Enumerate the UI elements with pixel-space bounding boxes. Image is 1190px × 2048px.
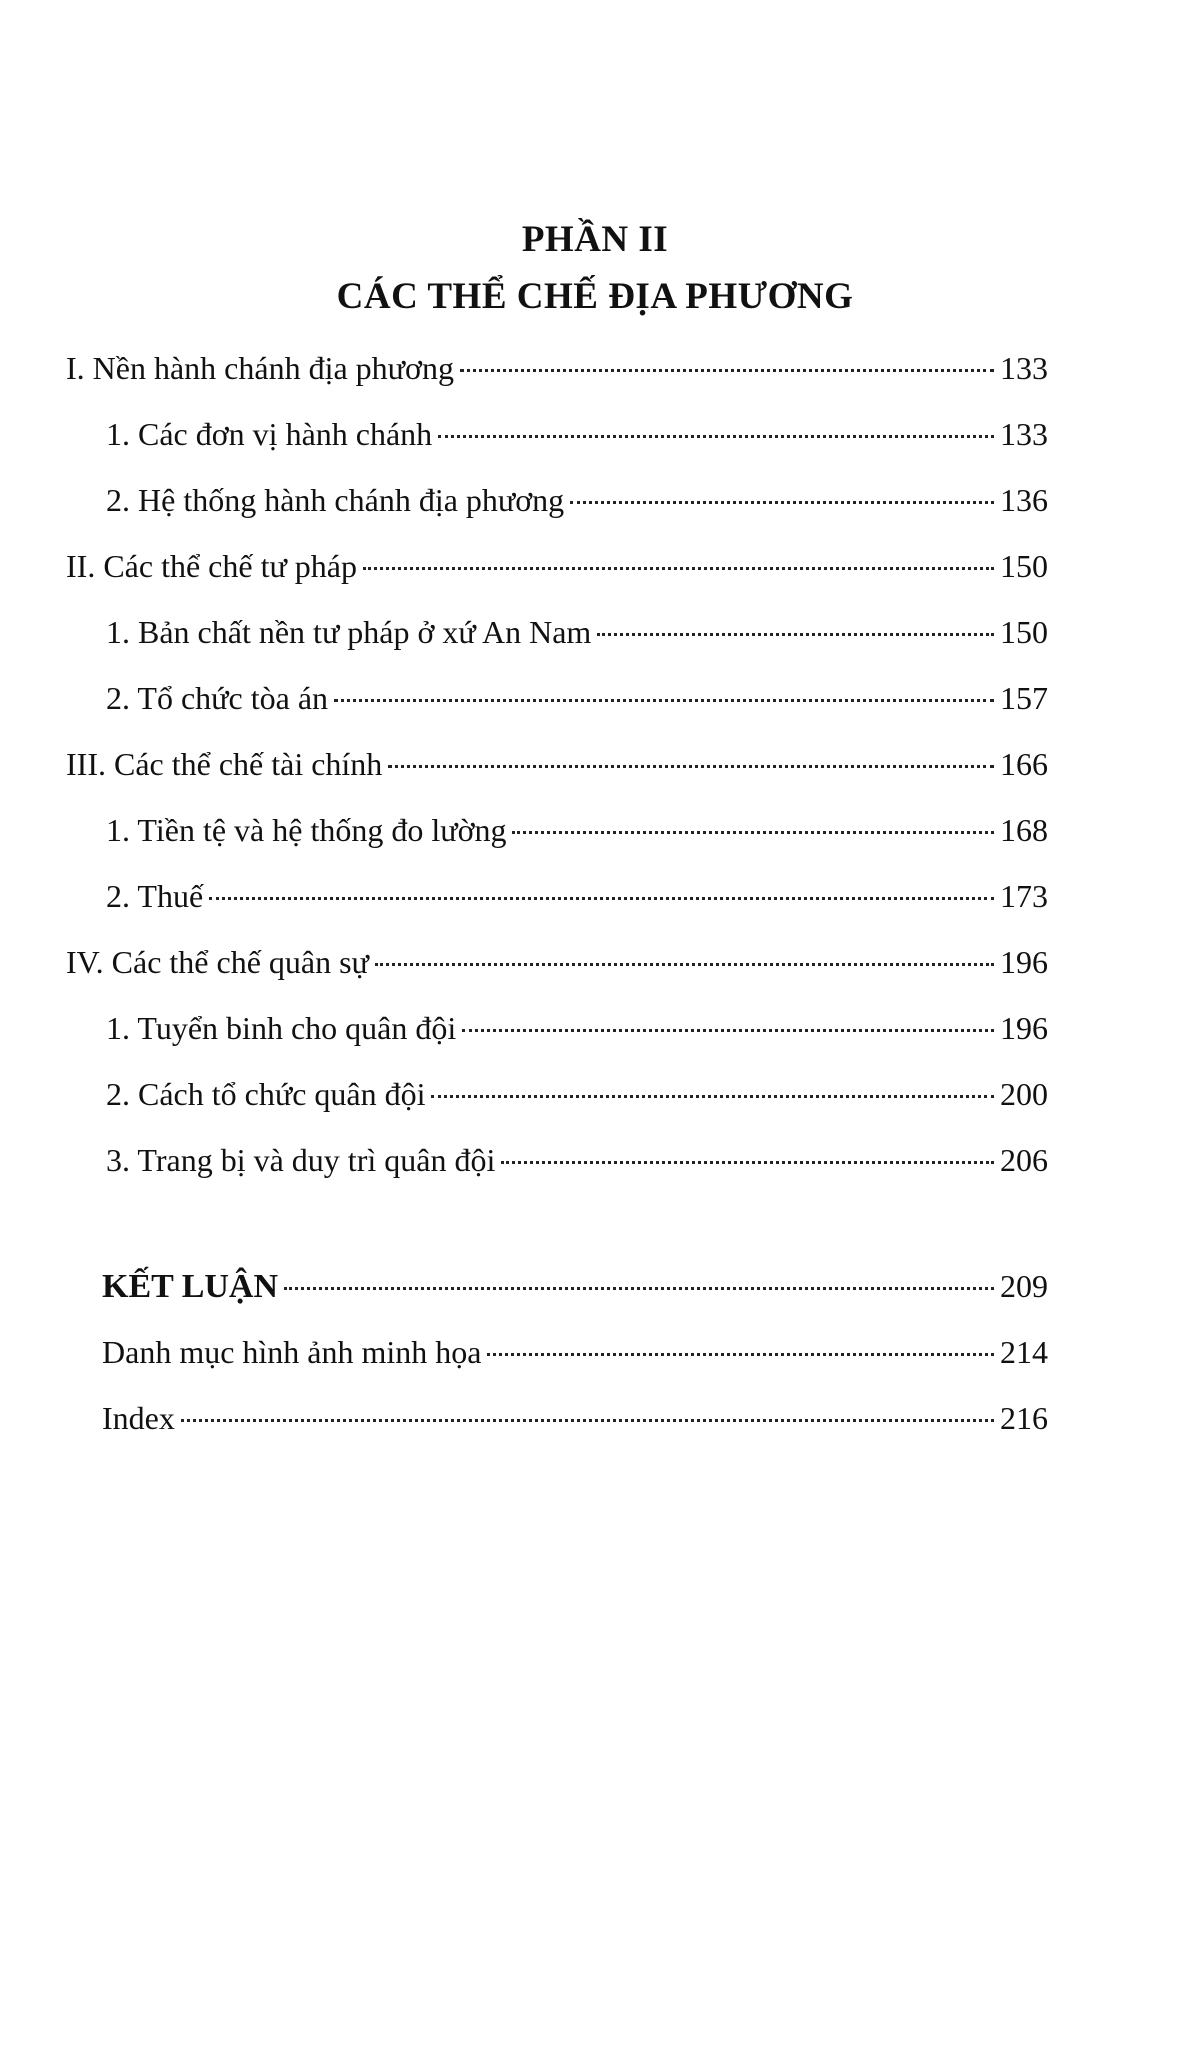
toc-entry-page: 150 [1000, 614, 1048, 650]
toc-entry-page: 216 [1000, 1400, 1048, 1436]
toc-entry-page: 206 [1000, 1142, 1048, 1178]
toc-entry-label: 1. Tiền tệ và hệ thống đo lường [106, 812, 507, 848]
toc-entry-section-1[interactable] [66, 348, 1048, 388]
toc-entry-label: I. Nền hành chánh địa phương [66, 350, 454, 386]
toc-entry-subsection[interactable] [106, 480, 1048, 520]
dot-leader [363, 567, 994, 570]
toc-entry-page: 136 [1000, 482, 1048, 518]
toc-entry-subsection[interactable] [106, 1074, 1048, 1114]
toc-entry-subsection[interactable] [106, 1140, 1048, 1180]
dot-leader [334, 699, 994, 702]
toc-entry-label: III. Các thể chế tài chính [66, 746, 383, 782]
toc-entry-label: 2. Thuế [106, 878, 204, 914]
toc-entry-section-3[interactable] [66, 744, 1048, 784]
dot-leader [570, 501, 994, 504]
dot-leader [388, 765, 994, 768]
toc-entry-section-4[interactable] [66, 942, 1048, 982]
dot-leader [460, 369, 994, 372]
toc-entry-label: Index [102, 1400, 175, 1436]
toc-entry-subsection[interactable] [106, 414, 1048, 454]
toc-entry-illustrations[interactable] [102, 1332, 1048, 1372]
toc-entry-page: 196 [1000, 944, 1048, 980]
dot-leader [284, 1287, 994, 1290]
toc-entry-page: 168 [1000, 812, 1048, 848]
toc-entry-subsection[interactable] [106, 810, 1048, 850]
toc-entry-label: Danh mục hình ảnh minh họa [102, 1334, 482, 1370]
toc-entry-page: 150 [1000, 548, 1048, 584]
toc-entry-label: 2. Hệ thống hành chánh địa phương [106, 482, 565, 518]
toc-entry-page: 157 [1000, 680, 1048, 716]
toc-entry-page: 200 [1000, 1076, 1048, 1112]
dot-leader [487, 1353, 994, 1356]
toc-entry-label: 1. Tuyển binh cho quân đội [106, 1010, 457, 1046]
toc-entry-page: 196 [1000, 1010, 1048, 1046]
toc-entry-label: IV. Các thể chế quân sự [66, 944, 369, 980]
dot-leader [462, 1029, 994, 1032]
toc-entry-label: II. Các thể chế tư pháp [66, 548, 357, 584]
toc-entry-label: KẾT LUẬN [102, 1268, 279, 1305]
dot-leader [209, 897, 994, 900]
dot-leader [597, 633, 994, 636]
part-title: CÁC THỂ CHẾ ĐỊA PHƯƠNG [336, 276, 854, 317]
dot-leader [501, 1161, 994, 1164]
toc-entry-subsection[interactable] [106, 612, 1048, 652]
toc-entry-label: 1. Bản chất nền tư pháp ở xứ An Nam [106, 614, 592, 650]
toc-entry-label: 3. Trang bị và duy trì quân đội [106, 1142, 496, 1178]
toc-entry-page: 166 [1000, 746, 1048, 782]
toc-entry-conclusion[interactable] [102, 1266, 1048, 1306]
toc-entry-page: 209 [1000, 1268, 1048, 1304]
toc-entry-label: 2. Cách tổ chức quân đội [106, 1076, 426, 1112]
dot-leader [438, 435, 994, 438]
toc-entry-subsection[interactable] [106, 678, 1048, 718]
toc-entry-page: 133 [1000, 416, 1048, 452]
toc-entry-section-2[interactable] [66, 546, 1048, 586]
toc-entry-subsection[interactable] [106, 1008, 1048, 1048]
dot-leader [181, 1419, 994, 1422]
part-label: PHẦN II [521, 219, 669, 260]
dot-leader [431, 1095, 994, 1098]
dot-leader [375, 963, 994, 966]
dot-leader [512, 831, 994, 834]
toc-entry-index[interactable] [102, 1398, 1048, 1438]
toc-entry-label: 1. Các đơn vị hành chánh [106, 416, 433, 452]
toc-entry-page: 133 [1000, 350, 1048, 386]
toc-entry-subsection[interactable] [106, 876, 1048, 916]
toc-entry-page: 214 [1000, 1334, 1048, 1370]
toc-entry-label: 2. Tổ chức tòa án [106, 680, 329, 716]
toc-entry-page: 173 [1000, 878, 1048, 914]
